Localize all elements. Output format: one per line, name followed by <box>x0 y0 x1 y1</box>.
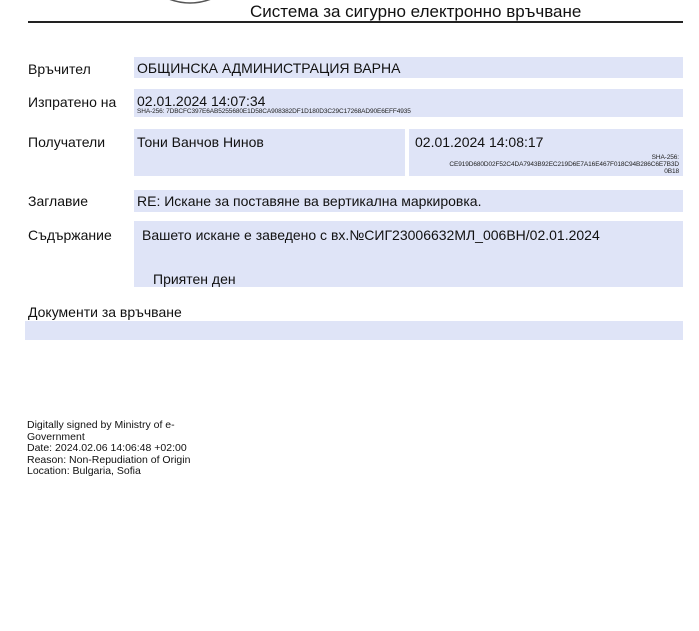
signature-line: Government <box>27 430 85 443</box>
content-line1: Вашето искане е заведено с вх.№СИГ23006632МЛ_006ВН/02.01.2024 <box>142 227 600 243</box>
digital-signature <box>27 420 190 478</box>
documents-field <box>25 321 683 340</box>
content-label: Съдържание <box>28 227 112 243</box>
subject-field <box>134 190 683 212</box>
signature-line: Digitally signed by Ministry of e- <box>27 419 175 431</box>
signature-location: Location: Bulgaria, Sofia <box>27 465 141 477</box>
documents-label: Документи за връчване <box>28 304 182 320</box>
recipient-name: Тони Ванчов Нинов <box>137 134 264 150</box>
subject-label: Заглавие <box>28 193 89 209</box>
recipient-datetime: 02.01.2024 14:08:17 <box>415 134 544 150</box>
recipient-hash-line2: 0B18 <box>664 168 679 175</box>
recipient-receipt-field <box>409 129 683 176</box>
sender-value: ОБЩИНСКА АДМИНИСТРАЦИЯ ВАРНА <box>137 60 401 76</box>
sent-datetime: 02.01.2024 14:07:34 <box>137 93 266 109</box>
sent-field <box>134 89 683 117</box>
sender-field <box>134 57 683 78</box>
recipient-name-field <box>134 129 405 176</box>
signature-date: Date: 2024.02.06 14:06:48 +02:00 <box>27 442 187 454</box>
sent-hash: SHA-256: 7DBCFC397E6AB5255680E1D58CA908382DF1D180D3C29C17268AD90E6EFF4935 <box>137 108 411 115</box>
content-field <box>134 221 683 287</box>
subject-value: RE: Искане за поставяне ва вертикална маркировка. <box>137 193 482 209</box>
header-divider <box>28 21 683 23</box>
recipient-hash-line1: CE919D680D02F52C4DA7943B92EC219D6E7A16E467F018C94B286C6E7B3D <box>449 161 679 168</box>
recipients-label: Получатели <box>28 134 106 150</box>
content-line2: Приятен ден <box>153 271 236 287</box>
page-title: Система за сигурно електронно връчване <box>250 2 582 21</box>
signature-reason: Reason: Non-Repudiation of Origin <box>27 453 191 466</box>
sent-label: Изпратено на <box>28 94 117 110</box>
emblem-icon <box>150 0 230 12</box>
sender-label: Връчител <box>28 61 91 77</box>
recipient-hash-label: SHA-256: <box>651 154 679 161</box>
